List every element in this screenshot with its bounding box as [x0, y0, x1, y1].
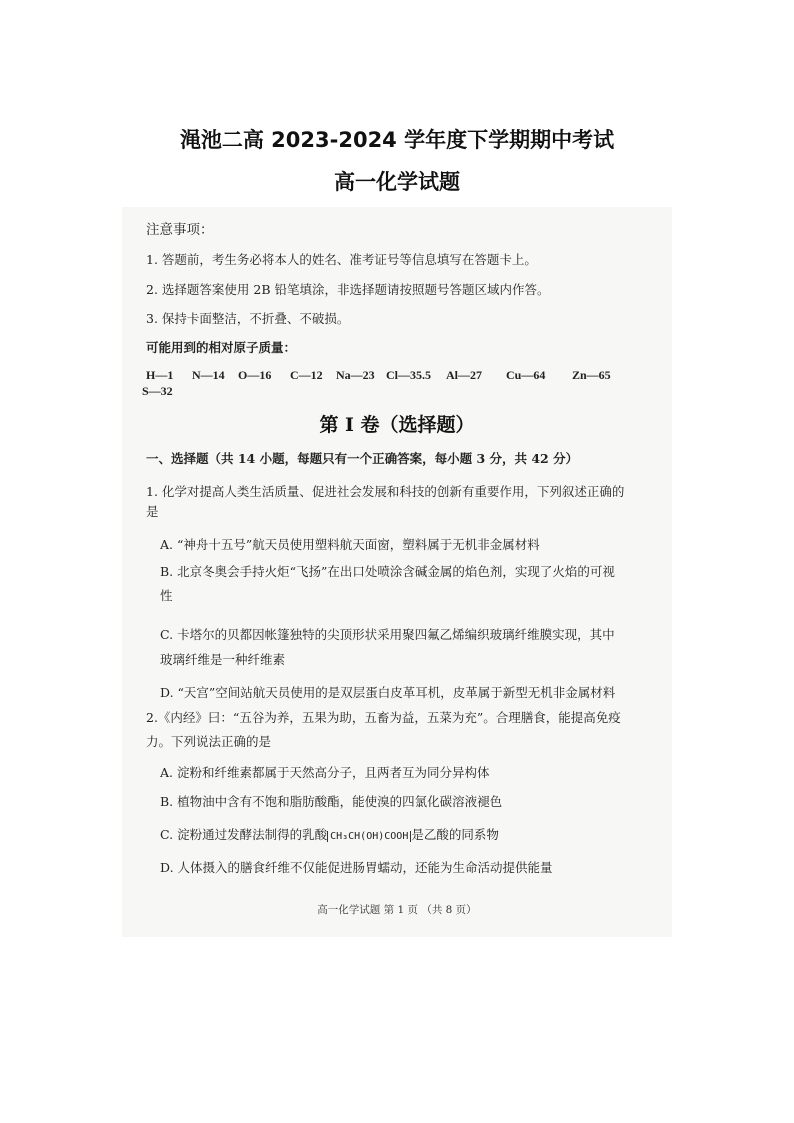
- atomic-mass-zn: Zn—65: [572, 368, 611, 382]
- atomic-mass-n: N—14: [192, 368, 225, 382]
- q1-option-c-line2: 玻璃纤维是一种纤维素: [160, 652, 286, 667]
- lactic-acid-formula: CH₃CH(OH)COOH: [327, 831, 411, 842]
- atomic-mass-s: S—32: [142, 384, 173, 398]
- atomic-mass-label: 可能用到的相对原子质量：: [146, 340, 297, 355]
- q2-option-d: D. 人体摄入的膳食纤维不仅能促进肠胃蠕动，还能为生命活动提供能量: [160, 860, 553, 875]
- notice-item-3: 3. 保持卡面整洁，不折叠、不破损。: [146, 311, 350, 326]
- atomic-mass-cu: Cu—64: [506, 368, 546, 382]
- q1-option-d: D. “天宫”空间站航天员使用的是双层蛋白皮革耳机，皮革属于新型无机非金属材料: [160, 685, 616, 700]
- atomic-mass-h: H—1: [146, 368, 174, 382]
- page-footer: 高一化学试题 第 1 页 （共 8 页）: [317, 904, 477, 916]
- notice-heading: 注意事项：: [146, 222, 214, 238]
- q1-option-a: A. “神舟十五号”航天员使用塑料航天面窗，塑料属于无机非金属材料: [160, 537, 540, 552]
- atomic-mass-c: C—12: [290, 368, 323, 382]
- notice-item-1: 1. 答题前，考生务必将本人的姓名、准考证号等信息填写在答题卡上。: [146, 252, 537, 267]
- q1-option-b-line2: 性: [160, 588, 173, 603]
- atomic-mass-o: O—16: [238, 368, 272, 382]
- atomic-mass-na: Na—23: [336, 368, 375, 382]
- q1-stem-line2: 是: [146, 504, 159, 519]
- atomic-mass-cl: Cl—35.5: [386, 368, 431, 382]
- exam-title: 渑池二高 2023-2024 学年度下学期期中考试: [179, 128, 615, 152]
- section-title: 第 I 卷（选择题）: [319, 414, 475, 436]
- exam-subtitle: 高一化学试题: [334, 170, 460, 194]
- q2-stem-line1: 2.《内经》曰：“五谷为养，五果为助，五畜为益，五菜为充”。合理膳食，能提高免疫: [146, 710, 621, 725]
- q2-option-c-suffix: 是乙酸的同系物: [411, 827, 499, 842]
- section-instruction: 一、选择题（共 14 小题，每题只有一个正确答案，每小题 3 分，共 42 分）: [146, 451, 579, 466]
- q1-option-c-line1: C. 卡塔尔的贝都因帐篷独特的尖顶形状采用聚四氟乙烯编织玻璃纤维膜实现，其中: [160, 627, 615, 642]
- q2-option-c: [160, 825, 499, 843]
- q1-option-b-line1: B. 北京冬奥会手持火炬“飞扬”在出口处喷涂含碱金属的焰色剂，实现了火焰的可视: [160, 564, 615, 579]
- q2-option-c-text: C. 淀粉通过发酵法制得的乳酸: [160, 827, 328, 842]
- q2-option-b: B. 植物油中含有不饱和脂肪酸酯，能使溴的四氯化碳溶液褪色: [160, 794, 503, 809]
- q2-stem-line2: 力。下列说法正确的是: [146, 734, 272, 749]
- q1-stem-line1: 1. 化学对提高人类生活质量、促进社会发展和科技的创新有重要作用，下列叙述正确的: [146, 484, 625, 499]
- q2-option-a: A. 淀粉和纤维素都属于天然高分子，且两者互为同分异构体: [160, 765, 490, 780]
- atomic-mass-al: Al—27: [446, 368, 482, 382]
- notice-item-2: 2. 选择题答案使用 2B 铅笔填涂，非选择题请按照题号答题区域内作答。: [146, 282, 550, 297]
